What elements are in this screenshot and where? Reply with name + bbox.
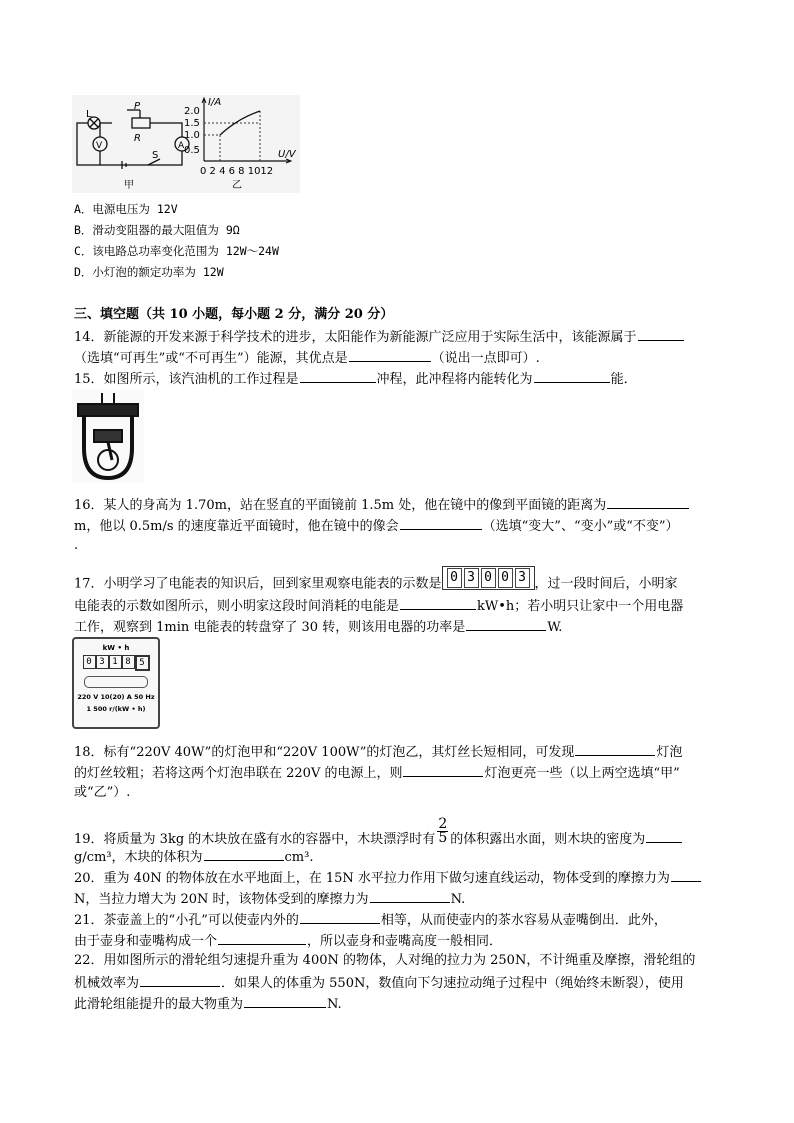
q14-text-1: 14．新能源的开发来源于科学技术的进步，太阳能作为新能源广泛应用于实际生活中，该能源属于 <box>74 330 637 345</box>
q16-line-3: . <box>74 538 79 553</box>
answer-blank[interactable] <box>300 369 376 383</box>
meter-counter-digit: 8 <box>122 655 135 669</box>
q18-text-2a: 的灯丝较粗；若将这两个灯泡串联在 220V 的电源上，则 <box>74 766 403 781</box>
q17-text-3a: 工作，观察到 1min 电能表的转盘穿了 30 转，则该用电器的功率是 <box>74 620 466 635</box>
meter-counter-digit: 5 <box>135 655 150 671</box>
electric-meter-figure <box>72 637 160 729</box>
q19-text-2a: g/cm³，木块的体积为 <box>74 850 203 865</box>
circuit-label-L: L <box>86 109 92 120</box>
q18-line-1 <box>74 742 682 761</box>
q21-line-2 <box>74 931 502 950</box>
meter-digit: 0 <box>498 568 513 588</box>
q17-line-3 <box>74 617 562 636</box>
graph-xticks: 0 2 4 6 8 1012 <box>200 166 274 177</box>
q20-text-1: 20．重为 40N 的物体放在水平地面上，在 15N 水平拉力作用下做匀速直线运动，物体受到的摩擦力为 <box>74 871 670 886</box>
q19-text-1b: 的体积露出水面，则木块的密度为 <box>450 832 646 847</box>
circuit-label-V: V <box>96 141 103 151</box>
circuit-caption: 甲 <box>124 180 134 191</box>
q20-text-2a: N，当拉力增大为 20N 时，该物体受到的摩擦力为 <box>74 892 369 907</box>
circuit-label-P: P <box>134 101 141 112</box>
q20-line-2 <box>74 889 465 908</box>
meter-counter-digit: 3 <box>96 655 109 669</box>
option-a: A．电源电压为 12V <box>74 202 178 216</box>
graph-caption: 乙 <box>232 180 242 191</box>
q17-text-1b: ，过一段时间后，小明家 <box>534 576 678 592</box>
q18-text-1a: 18．标有“220V 40W”的灯泡甲和“220V 100W”的灯泡乙，其灯丝长短相同，可发现 <box>74 745 575 760</box>
q21-line-1 <box>74 910 667 929</box>
meter-counter <box>74 655 158 671</box>
q21-text-2a: 由于壶身和壶嘴构成一个 <box>74 934 218 949</box>
answer-blank[interactable] <box>403 763 483 777</box>
meter-counter-digit: 1 <box>109 655 122 669</box>
answer-blank[interactable] <box>607 495 689 509</box>
circuit-and-graph-figure <box>72 95 300 193</box>
q17-text-2a: 电能表的示数如图所示，则小明家这段时间消耗的电能是 <box>74 599 400 614</box>
q15-text-a: 15．如图所示，该汽油机的工作过程是 <box>74 372 299 387</box>
graph-ylabel: I/A <box>208 97 222 108</box>
answer-blank[interactable] <box>204 847 284 861</box>
answer-blank[interactable] <box>671 868 701 882</box>
answer-blank[interactable] <box>466 617 546 631</box>
q17-text-3b: W. <box>547 620 563 635</box>
graph-ytick: 2.0 <box>184 106 200 117</box>
answer-blank[interactable] <box>534 369 610 383</box>
circuit-label-S: S <box>152 150 159 161</box>
answer-blank[interactable] <box>244 994 326 1008</box>
answer-blank[interactable] <box>300 910 380 924</box>
fraction-two-fifths <box>437 818 448 845</box>
fraction-numerator: 2 <box>438 816 448 832</box>
q17-line-2 <box>74 596 683 615</box>
meter-counter-digit: 0 <box>83 655 96 669</box>
meter-reading-inline <box>442 566 535 590</box>
meter-digit: 0 <box>447 568 462 588</box>
q18-line-2 <box>74 763 680 782</box>
q20-text-2b: N. <box>450 892 466 907</box>
answer-blank[interactable] <box>575 742 655 756</box>
circuit-label-R: R <box>134 133 141 144</box>
section-title: 三、填空题（共 10 小题，每小题 2 分，满分 20 分） <box>74 307 394 322</box>
circuit-label-A: A <box>178 141 185 151</box>
q16-text-1: 16．某人的身高为 1.70m，站在竖直的平面镜前 1.5m 处，他在镜中的像到平面镜的距离为 <box>74 498 607 513</box>
q18-line-3: 或“乙”）. <box>74 785 131 800</box>
q22-line-1: 22．用如图所示的滑轮组匀速提升重为 400N 的物体，人对绳的拉力为 250N，不计绳重及摩擦，滑轮组的 <box>74 953 696 968</box>
engine-cylinder-figure <box>72 390 144 482</box>
q22-text-2b: ．如果人的体重为 550N，数值向下匀速拉动绳子过程中（绳始终未断裂），使用 <box>221 976 684 991</box>
answer-blank[interactable] <box>218 931 306 945</box>
q19-text-1a: 19．将质量为 3kg 的木块放在盛有水的容器中，木块漂浮时有 <box>74 832 436 847</box>
answer-blank[interactable] <box>349 348 431 362</box>
q21-text-2b: ，所以壶身和壶嘴高度一般相同． <box>307 934 503 949</box>
q19-text-2b: cm³. <box>284 850 314 865</box>
q22-text-3b: N. <box>327 997 342 1012</box>
meter-spec: 220 V 10(20) A 50 Hz <box>77 693 155 701</box>
option-c: C．该电路总功率变化范围为 12W～24W <box>74 244 279 258</box>
answer-blank[interactable] <box>370 889 450 903</box>
fraction-denominator: 5 <box>438 830 448 846</box>
q22-line-3 <box>74 994 342 1013</box>
q14-text-2b: （说出一点即可）. <box>431 351 540 366</box>
option-d: D．小灯泡的额定功率为 12W <box>74 265 224 279</box>
q18-text-1b: 灯泡 <box>656 745 683 760</box>
graph-ytick: 0.5 <box>184 145 200 156</box>
meter-digit: 0 <box>481 568 496 588</box>
graph-xlabel: U/V <box>278 149 296 160</box>
q17-text-2b: kW•h；若小明只让家中一个用电器 <box>477 599 684 614</box>
q16-line-2 <box>74 516 679 535</box>
q15-line <box>74 369 637 388</box>
q18-text-2b: 灯泡更亮一些（以上两空选填“甲” <box>484 766 680 781</box>
answer-blank[interactable] <box>638 327 684 341</box>
q17-text-1a: 17．小明学习了电能表的知识后，回到家里观察电能表的示数是 <box>74 576 442 592</box>
q14-line-2 <box>74 348 540 367</box>
meter-digit: 3 <box>515 568 530 588</box>
meter-unit: kW • h <box>102 644 130 652</box>
q21-text-1a: 21．茶壶盖上的“小孔”可以使壶内外的 <box>74 913 299 928</box>
q16-text-2a: m，他以 0.5m/s 的速度靠近平面镜时，他在镜中的像会 <box>74 519 399 534</box>
answer-blank[interactable] <box>400 596 476 610</box>
q22-text-3a: 此滑轮组能提升的最大物重为 <box>74 997 244 1012</box>
q16-line-1 <box>74 495 690 514</box>
answer-blank[interactable] <box>140 973 220 987</box>
option-b: B．滑动变阻器的最大阻值为 9Ω <box>74 223 240 237</box>
answer-blank[interactable] <box>400 516 482 530</box>
q22-text-2a: 机械效率为 <box>74 976 140 991</box>
q15-text-b: 冲程，此冲程将内能转化为 <box>376 372 533 387</box>
q17-line-1 <box>74 572 678 596</box>
q20-line-1 <box>74 868 702 887</box>
q15-text-c: 能． <box>610 372 637 387</box>
q14-text-2a: （选填“可再生”或“不可再生”）能源，其优点是 <box>74 351 348 366</box>
answer-blank[interactable] <box>646 829 682 843</box>
q21-text-1b: 相等，从而使壶内的茶水容易从壶嘴倒出．此外， <box>380 913 667 928</box>
q16-text-2b: （选填“变大”、“变小”或“不变”） <box>482 519 679 534</box>
meter-digit: 3 <box>464 568 479 588</box>
q19-line-2 <box>74 847 313 866</box>
q22-line-2 <box>74 973 684 992</box>
meter-disk <box>84 676 148 688</box>
graph-ytick: 1.5 <box>184 118 200 129</box>
meter-rate: 1 500 r/(kW • h) <box>86 705 146 713</box>
q14-line-1 <box>74 327 685 346</box>
graph-ytick: 1.0 <box>184 130 200 141</box>
